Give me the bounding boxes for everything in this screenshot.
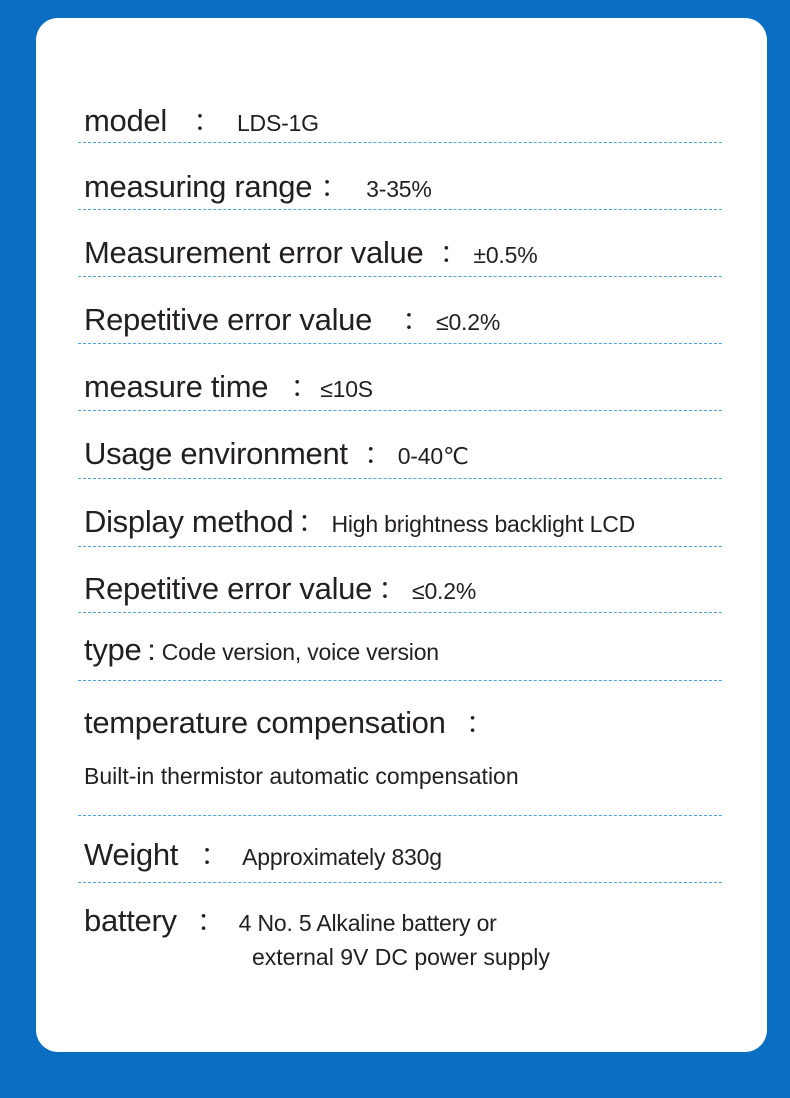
spec-value: ≤0.2% <box>436 309 501 335</box>
spec-separator: ： <box>465 707 496 740</box>
spec-separator: ： <box>196 905 227 938</box>
spec-row-measurement-error <box>84 228 537 272</box>
spec-value: LDS-1G <box>236 110 319 136</box>
spec-separator: ： <box>363 438 394 471</box>
spec-separator: ： <box>439 237 470 270</box>
spec-label: Measurement error value <box>84 235 424 270</box>
spec-separator: ： <box>192 105 223 138</box>
spec-value: ≤10S <box>320 376 373 402</box>
dashed-divider <box>78 142 722 143</box>
dashed-divider <box>78 410 722 411</box>
spec-separator: ： <box>290 371 321 404</box>
spec-row-usage-environment <box>84 429 469 473</box>
spec-separator: ： <box>200 839 231 872</box>
spec-separator: ： <box>320 171 351 204</box>
dashed-divider <box>78 612 722 613</box>
spec-separator: : <box>147 634 156 667</box>
spec-label: Usage environment <box>84 436 348 471</box>
spec-value: ≤0.2% <box>412 578 477 604</box>
spec-row-display-method <box>84 497 635 541</box>
dashed-divider <box>78 276 722 277</box>
spec-row-weight <box>84 830 442 874</box>
dashed-divider <box>78 546 722 547</box>
spec-label: measuring range <box>84 169 313 204</box>
spec-row-battery <box>84 896 497 940</box>
spec-label: Weight <box>84 837 179 872</box>
spec-label: type <box>84 632 142 667</box>
dashed-divider <box>78 680 722 681</box>
spec-separator: ： <box>378 573 409 606</box>
spec-label: model <box>84 103 167 138</box>
spec-value: 0-40℃ <box>397 443 469 469</box>
spec-value: ±0.5% <box>473 242 538 268</box>
dashed-divider <box>78 815 722 816</box>
spec-value: Approximately 830g <box>242 844 442 870</box>
spec-value: High brightness backlight LCD <box>331 511 636 537</box>
spec-separator: ： <box>402 304 433 337</box>
battery-line-2: external 9V DC power supply <box>252 944 550 970</box>
spec-row-repetitive-error-2 <box>84 564 476 608</box>
spec-row-type <box>84 632 439 668</box>
spec-label: temperature compensation <box>84 705 446 740</box>
spec-row-model <box>84 96 319 140</box>
spec-row-measuring-range <box>84 162 432 206</box>
spec-label: battery <box>84 903 177 938</box>
dashed-divider <box>78 209 722 210</box>
dashed-divider <box>78 478 722 479</box>
spec-label: Display method <box>84 504 294 539</box>
spec-value: 4 No. 5 Alkaline battery or <box>238 910 497 936</box>
dashed-divider <box>78 343 722 344</box>
spec-value: Code version, voice version <box>161 639 439 665</box>
spec-row-temperature-compensation <box>84 698 504 742</box>
spec-row-measure-time <box>84 362 373 406</box>
spec-value: 3-35% <box>366 176 432 202</box>
spec-separator: ： <box>297 506 328 539</box>
spec-row-repetitive-error <box>84 295 500 339</box>
temperature-compensation-detail: Built-in thermistor automatic compensation <box>84 763 519 789</box>
spec-label: Repetitive error value <box>84 571 373 606</box>
spec-label: measure time <box>84 369 269 404</box>
spec-label: Repetitive error value <box>84 302 373 337</box>
dashed-divider <box>78 882 722 883</box>
spec-card <box>36 18 767 1052</box>
